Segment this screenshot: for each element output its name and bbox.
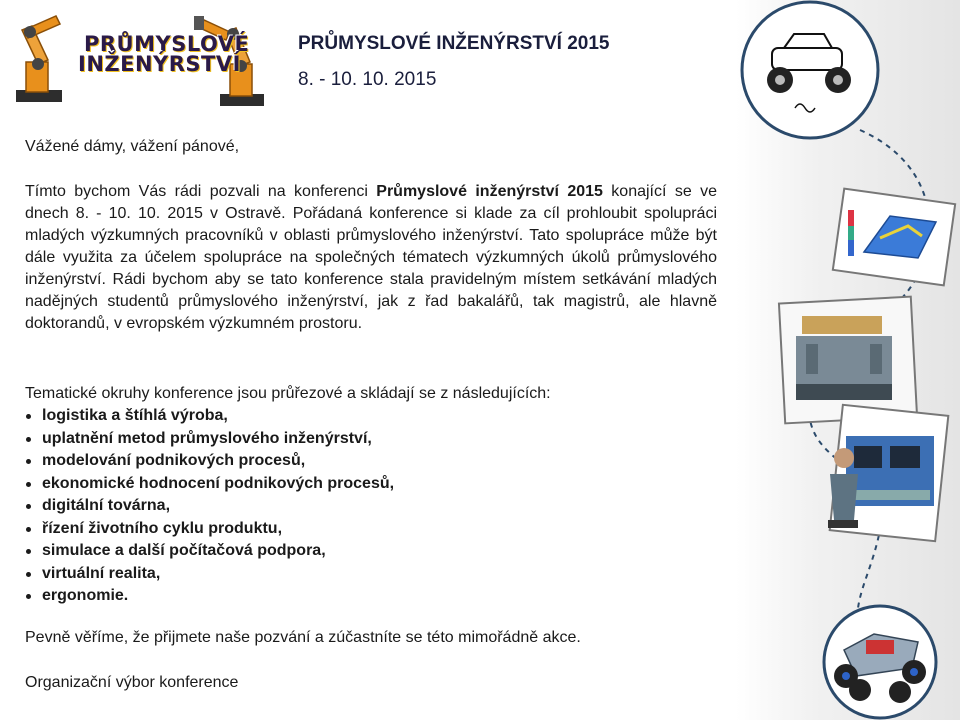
worker-at-workstation-icon [828, 405, 948, 541]
topic-item: simulace a další počítačová podpora, [25, 540, 717, 563]
invitation-lead: Tímto bychom Vás rádi pozvali na konferenci [25, 183, 377, 200]
topic-item: digitální továrna, [25, 495, 717, 518]
signature: Organizační výbor konference [25, 674, 239, 691]
topic-item: řízení životního cyklu produktu, [25, 518, 717, 541]
conference-logo [8, 2, 278, 112]
invitation-paragraph [25, 181, 717, 335]
conference-dates: 8. - 10. 10. 2015 [298, 69, 437, 90]
logo-text-line2: INŽENÝRSTVÍ [78, 52, 241, 76]
greeting: Vážené dámy, vážení pánové, [25, 138, 240, 155]
conference-name: Průmyslové inženýrství 2015 [376, 183, 603, 200]
conference-title: PRŮMYSLOVÉ INŽENÝRSTVÍ 2015 [298, 33, 610, 54]
topic-item: ekonomické hodnocení podnikových procesů, [25, 473, 717, 496]
topic-item: uplatnění metod průmyslového inženýrství, [25, 428, 717, 451]
buggy-cad-model-icon [824, 606, 936, 718]
fea-stress-model-icon [833, 189, 955, 286]
topics-list [25, 405, 717, 608]
logo-text-line1: PRŮMYSLOVÉ [84, 32, 250, 56]
topic-item: logistika a štíhlá výroba, [25, 405, 717, 428]
topic-item: modelování podnikových procesů, [25, 450, 717, 473]
monster-truck-sketch-icon [742, 2, 878, 138]
invitation-body: konající se ve dnech 8. - 10. 10. 2015 v Ostravě. Pořádaná konference si klade za cíl prohloubit spolupráci mladých výzkumných pracovníků v oblasti průmyslového inženýrství. Tato spolupráce může být dále využita za účelem spolupráce na společných tématech výzkumných úkolů průmyslového inženýrství. Rádi bychom aby se tato konference stala pravidelným místem setkávání mladých nadějných studentů průmyslového inženýrství, jak z řad bakalářů, tak magistrů, ale hlavně doktorandů, v evropském výzkumném prostoru. [25, 183, 718, 332]
topics-intro: Tematické okruhy konference jsou průřezové a skládají se z následujících: [25, 385, 551, 402]
closing-sentence: Pevně věříme, že přijmete naše pozvání a zúčastníte se této mimořádně akce. [25, 629, 581, 646]
topic-item: ergonomie. [25, 585, 717, 608]
illustrations-panel [740, 0, 960, 720]
topic-item: virtuální realita, [25, 563, 717, 586]
